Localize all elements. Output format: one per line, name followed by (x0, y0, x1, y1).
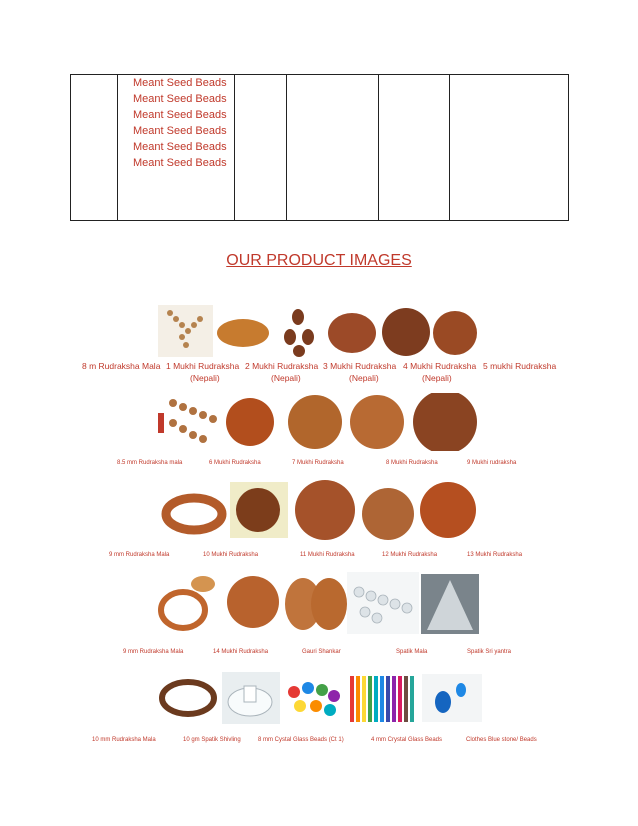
label-nepali: (Nepali) (422, 373, 452, 383)
label-gauri-shankar: Gauri Shankar (302, 649, 341, 655)
label-9-mukhi: 9 Mukhi rudraksha (467, 460, 517, 466)
product-row-5-images (158, 672, 483, 724)
seed-row: Meant Seed Beads (133, 109, 227, 121)
six-mukhi-image (226, 398, 274, 446)
label-8-mukhi: 8 Mukhi Rudraksha (386, 460, 438, 466)
product-row-3-images (160, 480, 480, 540)
seed-row: Meant Seed Beads (133, 157, 227, 169)
eight-mukhi-image (350, 395, 404, 449)
four-mukhi-image (380, 305, 432, 357)
crystal-glass-4mm-image (348, 672, 420, 724)
spatik-sri-yantra-image (421, 574, 479, 634)
mala-9mm-image (160, 480, 228, 540)
gauri-shankar-image (283, 572, 347, 634)
seed-row: Meant Seed Beads (133, 93, 227, 105)
label-14-mukhi: 14 Mukhi Rudraksha (213, 649, 269, 655)
one-mukhi-image (216, 305, 271, 357)
label-crystal-glass-4mm: 4 mm Crystal Glass Beads (371, 737, 443, 743)
twelve-mukhi-image (362, 488, 414, 540)
label-85mm-mala: 8.5 mm Rudraksha mala (117, 460, 183, 466)
seed-row: Meant Seed Beads (133, 77, 227, 89)
ten-mukhi-image (230, 482, 288, 538)
mala-10mm-image (158, 672, 220, 724)
label-9mm-mala-b: 9 mm Rudraksha Mala (123, 649, 184, 655)
seed-row: Meant Seed Beads (133, 125, 227, 137)
mala-image (158, 305, 213, 357)
label-nepali: (Nepali) (349, 373, 379, 383)
table-divider (286, 75, 287, 220)
label-12-mukhi: 12 Mukhi Rudraksha (382, 552, 438, 558)
label-crystal-glass-8mm: 8 mm Cystal Glass Beads (Ct 1) (258, 737, 344, 743)
seed-row: Meant Seed Beads (133, 141, 227, 153)
spatik-mala-image (347, 572, 419, 634)
mala-9mm-b-image (155, 572, 220, 634)
label-6-mukhi: 6 Mukhi Rudraksha (209, 460, 261, 466)
label-4-mukhi: 4 Mukhi Rudraksha (403, 361, 477, 371)
nine-mukhi-image (413, 393, 477, 451)
label-11-mukhi: 11 Mukhi Rudraksha (300, 552, 355, 558)
spatik-shivling-image (222, 672, 280, 724)
fourteen-mukhi-image (227, 576, 279, 628)
label-nepali: (Nepali) (271, 373, 301, 383)
mala-85-image (155, 393, 225, 451)
label-8m-mala: 8 m Rudraksha Mala (82, 361, 161, 371)
label-5-mukhi: 5 mukhi Rudraksha (483, 361, 557, 371)
product-row-1-images (158, 305, 478, 357)
label-spatik-sri-yantra: Spatik Sri yantra (467, 649, 512, 655)
five-mukhi-image (432, 305, 478, 357)
thirteen-mukhi-image (420, 482, 476, 538)
product-row-4-images (155, 572, 480, 634)
label-2-mukhi: 2 Mukhi Rudraksha (245, 361, 319, 371)
page-heading: OUR PRODUCT IMAGES (226, 252, 412, 269)
label-blue-stone: Clothes Blue stone/ Beads (466, 737, 537, 743)
table-divider (117, 75, 118, 220)
seed-bead-list (133, 75, 227, 171)
label-10mm-mala: 10 mm Rudraksha Mala (92, 737, 156, 743)
three-mukhi-image (326, 305, 378, 357)
label-spatik-shivling: 10 gm Spatik Shivling (183, 737, 241, 743)
blue-stone-image (422, 674, 482, 722)
two-mukhi-image (274, 305, 324, 357)
label-9mm-mala: 9 mm Rudraksha Mala (109, 552, 170, 558)
label-13-mukhi: 13 Mukhi Rudraksha (467, 552, 523, 558)
label-10-mukhi: 10 Mukhi Rudraksha (203, 552, 259, 558)
label-1-mukhi: 1 Mukhi Rudraksha (166, 361, 240, 371)
label-spatik-mala: Spatik Mala (396, 649, 428, 655)
crystal-glass-8mm-image (284, 672, 344, 724)
table-divider (234, 75, 235, 220)
eleven-mukhi-image (295, 480, 355, 540)
table-divider (378, 75, 379, 220)
product-row-2-images (155, 393, 485, 451)
label-3-mukhi: 3 Mukhi Rudraksha (323, 361, 397, 371)
label-nepali: (Nepali) (190, 373, 220, 383)
table-divider (449, 75, 450, 220)
label-7-mukhi: 7 Mukhi Rudraksha (292, 460, 344, 466)
seven-mukhi-image (288, 395, 342, 449)
